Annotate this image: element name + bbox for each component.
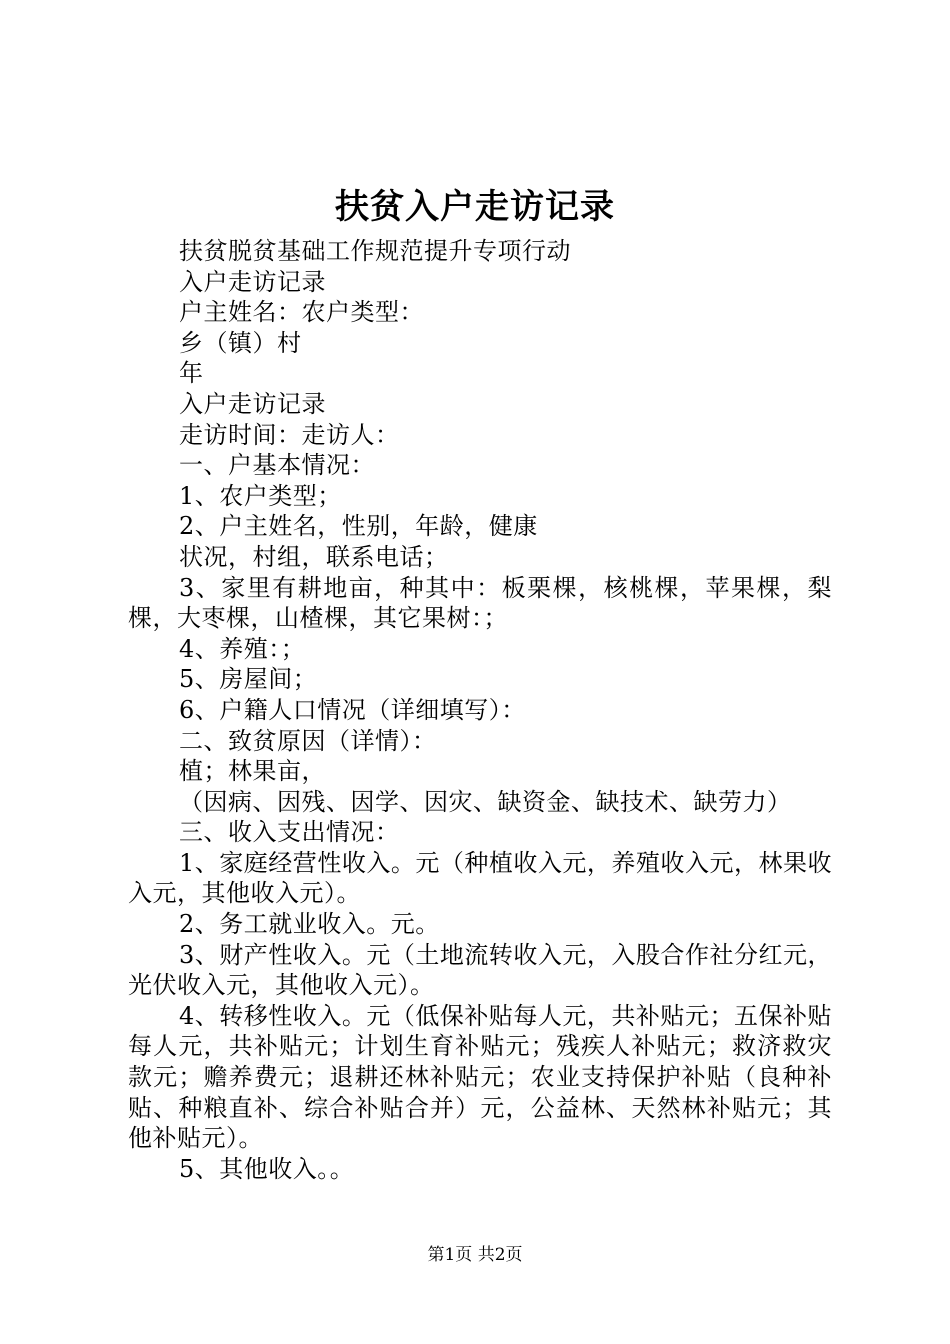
- paragraph: 4、养殖：；: [179, 634, 306, 663]
- paragraph: 3、财产性收入。元（土地流转收入元，入股合作社分红元，光伏收入元，其他收入元）。: [128, 940, 832, 1000]
- paragraph: 2、户主姓名，性别，年龄，健康: [179, 512, 538, 541]
- page-number-footer: 第1页 共2页: [427, 1245, 523, 1265]
- paragraph: 走访时间：走访人：: [179, 420, 400, 449]
- paragraph: 5、房屋间；: [179, 665, 318, 694]
- paragraph: 扶贫脱贫基础工作规范提升专项行动: [179, 237, 571, 265]
- paragraph: 3、家里有耕地亩，种其中：板栗棵，核桃棵，苹果棵，梨棵，大枣棵，山楂棵，其它果树：；: [128, 573, 832, 633]
- paragraph: 入户走访记录: [179, 389, 326, 418]
- document-title: 扶贫入户走访记录: [335, 187, 615, 227]
- paragraph: 户主姓名：农户类型：: [179, 298, 424, 327]
- paragraph: 三、收入支出情况：: [179, 818, 400, 847]
- paragraph: 6、户籍人口情况（详细填写）：: [179, 695, 526, 724]
- paragraph: 入户走访记录: [179, 267, 326, 296]
- paragraph: 状况，村组，联系电话；: [179, 542, 449, 571]
- paragraph: 一、户基本情况：: [179, 451, 375, 480]
- document-body: [128, 236, 832, 1184]
- paragraph: 4、转移性收入。元（低保补贴每人元，共补贴元；五保补贴每人元，共补贴元；计划生育补贴元；残疾人补贴元；救济救灾款元；赡养费元；退耕还林补贴元；农业支持保护补贴（良种补贴、种粮直补、综合补贴合并）元，公益林、天然林补贴元；其他补贴元）。: [128, 1001, 832, 1153]
- paragraph: 1、农户类型；: [179, 481, 342, 510]
- paragraph: （因病、因残、因学、因灾、缺资金、缺技术、缺劳力）: [179, 787, 792, 816]
- paragraph: 5、其他收入。。: [179, 1154, 355, 1183]
- paragraph: 植；林果亩，: [179, 757, 326, 786]
- paragraph: 乡（镇）村: [179, 328, 302, 357]
- paragraph: 1、家庭经营性收入。元（种植收入元，养殖收入元，林果收入元，其他收入元）。: [128, 848, 832, 908]
- paragraph: 二、致贫原因（详情）：: [179, 726, 437, 755]
- paragraph: 年: [179, 359, 204, 388]
- paragraph: 2、务工就业收入。元。: [179, 910, 440, 939]
